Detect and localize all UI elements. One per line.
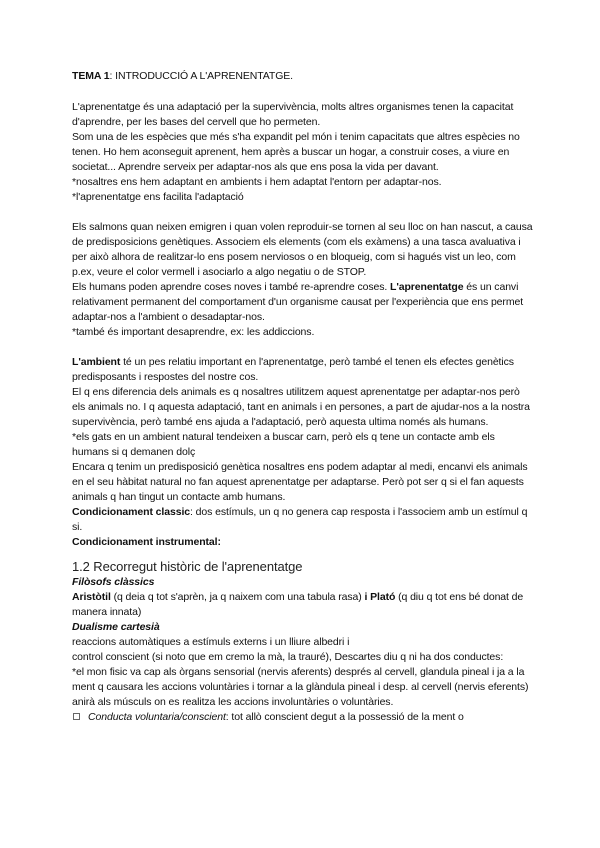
paragraph-aristotil bbox=[72, 590, 534, 620]
name-plato: i Plató bbox=[364, 591, 396, 603]
text: : dos estímuls, un q no genera cap resposta i l'associem amb un estímul q si. bbox=[72, 506, 528, 533]
paragraph: reaccions automàtiques a estímuls externs i un lliure albedri i bbox=[72, 636, 350, 648]
paragraph: L'aprenentatge és una adaptació per la supervivència, molts altres organismes tenen la capacitat d'aprendre, per les bases del cervell que ho permeten. bbox=[72, 101, 514, 128]
text: té un pes relatiu important en l'aprenentatge, però també el tenen els efectes genètics predisposants i respostes del nostre cos. bbox=[72, 356, 514, 383]
document-body bbox=[72, 69, 534, 725]
term-condicionament-instrumental: Condicionament instrumental: bbox=[72, 536, 221, 548]
paragraph: *nosaltres ens hem adaptant en ambients i hem adaptat l'entorn per adaptar-nos. bbox=[72, 176, 442, 188]
title-rest: : INTRODUCCIÓ A L'APRENENTATGE. bbox=[109, 70, 293, 82]
subheading-dualisme: Dualisme cartesià bbox=[72, 621, 160, 633]
checkbox-bullet-icon bbox=[73, 713, 80, 720]
term-condicionament-classic: Condicionament classic bbox=[72, 506, 191, 518]
name-aristotil: Aristòtil bbox=[72, 591, 111, 603]
text: és un canvi relativament permanent del comportament d'un organisme causat per l'experiència que ens permet adaptar-nos a l'ambient o desadaptar-nos. bbox=[72, 281, 524, 323]
text: Els humans poden aprendre coses noves i també re-aprendre coses. bbox=[72, 281, 391, 293]
paragraph: *el mon fisic va cap als òrgans sensorial (nervis aferents) després al cervell, glandula pineal i ja a la ment q causara les accions voluntàries i tornar a la glàndula pineal i desp. al cervell (nervis eferents) anirà als músculs on es realitza les accions involuntàries o voluntàries. bbox=[72, 666, 529, 708]
bullet-item bbox=[72, 710, 534, 725]
paragraph: El q ens diferencia dels animals es q nosaltres utilitzem aquest aprenentatge per adaptar-nos però els animals no. I q aquesta adaptació, tant en animals i en persones, a part de ajudar-nos a la nostra supervivència, però també ens ajuda a l'adaptació, però aquesta ultima només als humans. bbox=[72, 386, 530, 428]
paragraph-ambient bbox=[72, 355, 534, 385]
section-heading: 1.2 Recorregut històric de l'aprenentatge bbox=[72, 559, 303, 574]
paragraph: Els salmons quan neixen emigren i quan volen reproduir-se tornen al seu lloc on han nascut, a causa de predisposicions genètiques. Associem els elements (com els exàmens) a una tasca avaluativa i per això alhora de realitzar-lo ens posem nerviosos o en bloqueig, com si hagués vist un leo, com p.ex, veure el color vermell i asociarlo a algo negatiu o de STOP. bbox=[72, 221, 533, 278]
paragraph: control conscient (si noto que em cremo la mà, la trauré), Descartes diu q ni ha dos conductes: bbox=[72, 651, 504, 663]
paragraph-definition bbox=[72, 280, 534, 325]
paragraph: *els gats en un ambient natural tendeixen a buscar carn, però els q tene un contacte amb els humans si q demanen dolç bbox=[72, 431, 495, 458]
paragraph-classic bbox=[72, 505, 534, 535]
subheading-filosofs: Filòsofs clàssics bbox=[72, 576, 155, 588]
term-aprenentatge: L'aprenentatge bbox=[390, 281, 464, 293]
text: (q deia q tot s'aprèn, ja q naixem com una tabula rasa) bbox=[110, 591, 365, 603]
paragraph: Encara q tenim un predisposició genètica nosaltres ens podem adaptar al medi, encanvi els animals en el seu hàbitat natural no fan aquest aprenentatge per adaptarse. Però pot ser q si el fan aquests animals q han tingut un contacte amb humans. bbox=[72, 461, 528, 503]
paragraph: *l'aprenentatge ens facilita l'adaptació bbox=[72, 191, 244, 203]
term-conducta-voluntaria: Conducta voluntaria/conscient bbox=[88, 711, 226, 723]
paragraph-instrumental bbox=[72, 535, 534, 550]
doc-title bbox=[72, 69, 534, 84]
title-bold: TEMA 1 bbox=[72, 70, 110, 82]
text: (q diu q tot ens bé donat de manera innata) bbox=[72, 591, 524, 618]
paragraph: Som una de les espècies que més s'ha expandit pel món i tenim capacitats que altres espècies no tenen. Ho hem aconseguit aprenent, hem après a buscar un hogar, a construir coses, a viure en societat... Aprendre serveix per adaptar-nos als que ens posa la vida per davant. bbox=[72, 131, 520, 173]
term-ambient: L'ambient bbox=[72, 356, 121, 368]
text: : tot allò conscient degut a la possessió de la ment o bbox=[225, 711, 464, 723]
paragraph: *també és important desaprendre, ex: les addiccions. bbox=[72, 326, 315, 338]
